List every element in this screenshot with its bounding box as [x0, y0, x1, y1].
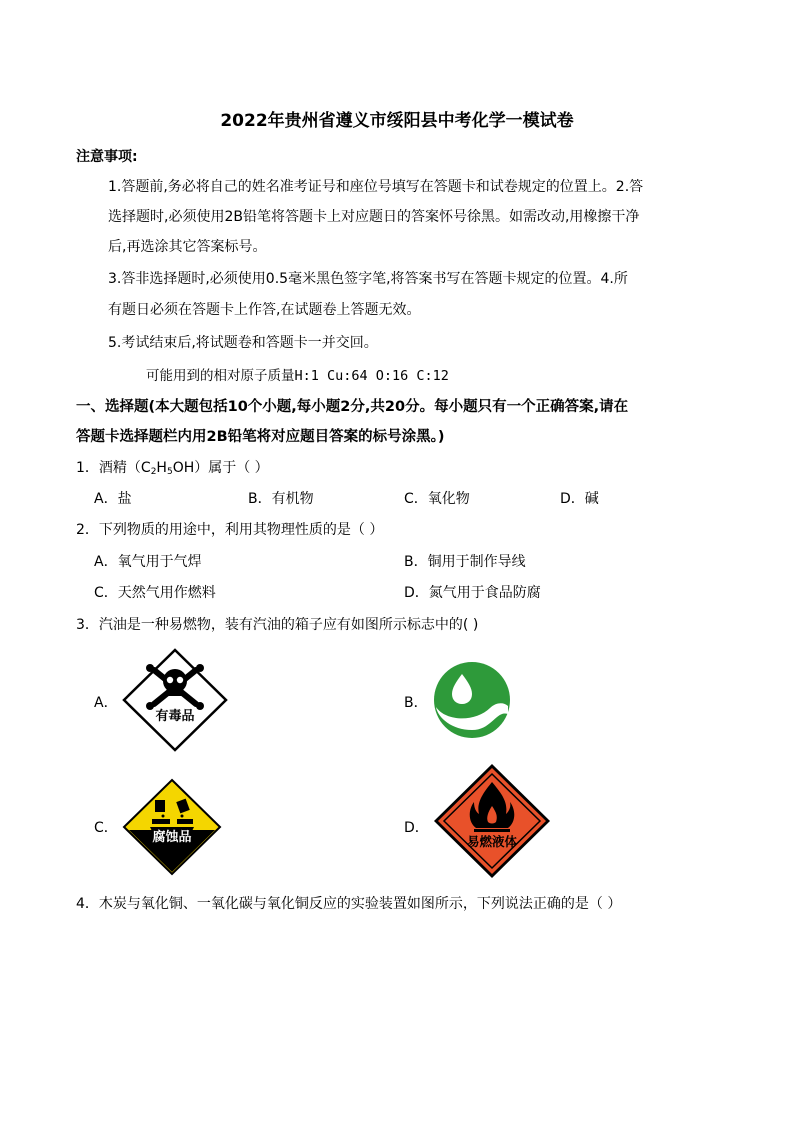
- section-heading: 一、选择题(本大题包括10个小题,每小题2分,共20分。每小题只有一个正确答案,请在: [76, 399, 629, 415]
- q1-option-b: B．有机物: [248, 491, 314, 507]
- page-title: 2022年贵州省遵义市绥阳县中考化学一模试卷: [220, 111, 574, 131]
- q3-option-b-label: B．: [404, 695, 428, 711]
- question-4-stem: 4．木炭与氧化铜、一氧化碳与氧化铜反应的实验装置如图所示，下列说法正确的是（ ）: [76, 896, 622, 912]
- notice-line: 选择题时,必须使用2B铅笔将答题卡上对应题日的答案怀号徐黑。如需改动,用橡擦干净: [108, 209, 640, 225]
- question-2-stem: 2．下列物质的用途中，利用其物理性质的是（ ）: [76, 522, 384, 538]
- notice-line: 后,再选涂其它答案标号。: [108, 239, 267, 255]
- q3-option-c-label: C．: [94, 820, 118, 836]
- q2-option-d: D．氮气用于食品防腐: [404, 585, 541, 601]
- q1-subscript: 2: [150, 467, 157, 477]
- q1-subscript: 5: [166, 467, 173, 477]
- notice-heading: 注意事项:: [76, 149, 138, 165]
- toxic-sign-icon: [122, 648, 228, 752]
- q1-text: H: [156, 460, 167, 476]
- notice-line: 1.答题前,务必将自己的姓名准考证号和座位号填写在答题卡和试卷规定的位置上。2.答: [108, 179, 644, 195]
- q1-option-a: A．盐: [94, 491, 132, 507]
- notice-line: 有题日必须在答题卡上作答,在试题卷上答题无效。: [108, 302, 421, 318]
- atomic-mass-line: 可能用到的相对原子质量H:1 Cu:64 O:16 C:12: [146, 368, 449, 384]
- corrosive-sign-icon: [122, 778, 222, 876]
- flammable-sign-label: 易燃液体: [466, 834, 518, 849]
- q1-option-c: C．氧化物: [404, 491, 470, 507]
- flammable-sign-icon: [432, 762, 552, 880]
- q1-text: OH）属于（ ）: [172, 460, 269, 476]
- question-1-stem: [76, 457, 269, 477]
- q3-option-d-label: D．: [404, 820, 429, 836]
- q1-text: 1．酒精（C: [76, 460, 151, 476]
- q2-option-b: B．铜用于制作导线: [404, 554, 526, 570]
- notice-line: 5.考试结束后,将试题卷和答题卡一并交回。: [108, 335, 378, 351]
- q2-option-a: A．氧气用于气焊: [94, 554, 202, 570]
- notice-line: 3.答非选择题时,必须使用0.5毫米黑色签字笔,将答案书写在答题卡规定的位置。4.所: [108, 271, 628, 287]
- question-3-stem: 3．汽油是一种易燃物，装有汽油的箱子应有如图所示标志中的( ): [76, 617, 479, 633]
- q2-option-c: C．天然气用作燃料: [94, 585, 216, 601]
- corrosive-sign-label: 腐蚀品: [152, 830, 192, 845]
- green-circle-sign-icon: [432, 660, 512, 740]
- q1-option-d: D．碱: [560, 491, 599, 507]
- q3-option-a-label: A．: [94, 695, 118, 711]
- toxic-sign-label: 有毒品: [155, 709, 195, 724]
- section-heading: 答题卡选择题栏内用2B铅笔将对应题目答案的标号涂黑。): [76, 429, 445, 445]
